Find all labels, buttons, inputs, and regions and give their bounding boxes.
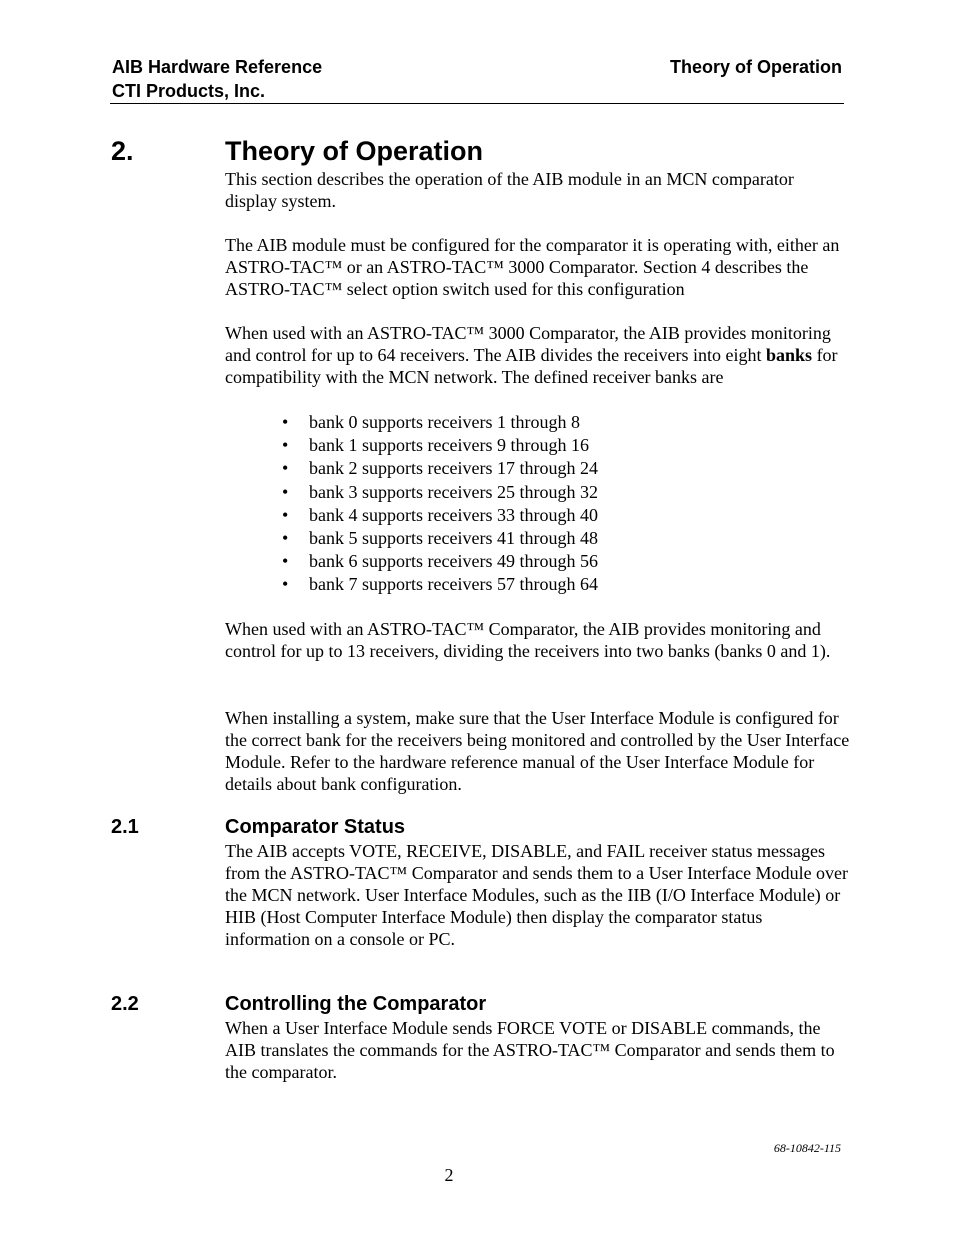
- page-number: 2: [444, 1165, 454, 1185]
- section-2-1-title: Comparator Status: [225, 816, 406, 838]
- bullet-icon: •: [282, 528, 289, 549]
- list-item: • bank 2 supports receivers 17 through 24: [225, 457, 598, 480]
- section-2-astro-tac-paragraph: When used with an ASTRO-TAC™ Comparator, the AIB provides monitoring and control for up to 13 receivers, dividing the receivers into two banks (banks 0 and 1).: [225, 619, 831, 661]
- bullet-icon: •: [282, 551, 289, 572]
- bullet-icon: •: [282, 574, 289, 595]
- section-2-install-paragraph: When installing a system, make sure that the User Interface Module is configured for the correct bank for the receivers being monitored and controlled by the User Interface Module. Refer to the hardware reference manual of the User Interface Module for details about bank configuration.: [225, 708, 850, 794]
- banks-term: banks: [766, 345, 813, 365]
- banks-para-text-1: When used with an ASTRO-TAC™ 3000 Comparator, the AIB provides monitoring and control for up to 64 receivers. The AIB divides the receivers into eight: [225, 323, 831, 365]
- bullet-icon: •: [282, 458, 289, 479]
- header-section-title: Theory of Operation: [669, 57, 842, 77]
- header-company: CTI Products, Inc.: [112, 81, 266, 101]
- running-header-left: [112, 55, 322, 103]
- bank-list: [225, 411, 598, 597]
- list-item: • bank 4 supports receivers 33 through 40: [225, 504, 598, 527]
- section-2-banks-paragraph: [225, 322, 850, 388]
- section-2-intro: This section describes the operation of the AIB module in an MCN comparator display system.: [225, 169, 794, 211]
- list-item: • bank 6 supports receivers 49 through 56: [225, 550, 598, 573]
- list-item: • bank 3 supports receivers 25 through 32: [225, 481, 598, 504]
- header-doc-title: AIB Hardware Reference: [112, 57, 323, 77]
- section-2-2-number: 2.2: [111, 993, 139, 1015]
- section-2-config-paragraph: The AIB module must be configured for the comparator it is operating with, either an ASTRO-TAC™ or an ASTRO-TAC™ 3000 Comparator. Section 4 describes the ASTRO-TAC™ select option switch used for this configuration: [225, 235, 840, 299]
- section-2-number: 2.: [111, 136, 134, 166]
- bullet-icon: •: [282, 412, 289, 432]
- list-item: • bank 0 supports receivers 1 through 8: [225, 411, 598, 434]
- bullet-icon: •: [282, 435, 289, 456]
- document-number: 68-10842-115: [773, 1141, 841, 1155]
- section-2-title: Theory of Operation: [225, 136, 484, 166]
- section-2-2-title: Controlling the Comparator: [225, 993, 487, 1015]
- banks-para-text-2: for compatibility with the MCN network. The defined receiver banks are: [225, 345, 838, 387]
- bullet-icon: •: [282, 504, 289, 525]
- section-2-2-body: When a User Interface Module sends FORCE VOTE or DISABLE commands, the AIB translates the commands for the ASTRO-TAC™ Comparator and sends them to the comparator.: [225, 1018, 835, 1082]
- list-item: • bank 7 supports receivers 57 through 64: [225, 573, 598, 596]
- section-2-1-number: 2.1: [111, 816, 139, 838]
- list-item: • bank 1 supports receivers 9 through 16: [225, 434, 598, 457]
- header-rule: [110, 103, 844, 104]
- bullet-icon: •: [282, 481, 289, 502]
- list-item: • bank 5 supports receivers 41 through 48: [225, 527, 598, 550]
- section-2-1-body: The AIB accepts VOTE, RECEIVE, DISABLE, and FAIL receiver status messages from the ASTRO-TAC™ Comparator and sends them to a User Interface Module over the MCN network. User Interface Modules, such as the IIB (I/O Interface Module) or HIB (Host Computer Interface Module) then display the comparator status information on a console or PC.: [225, 841, 849, 949]
